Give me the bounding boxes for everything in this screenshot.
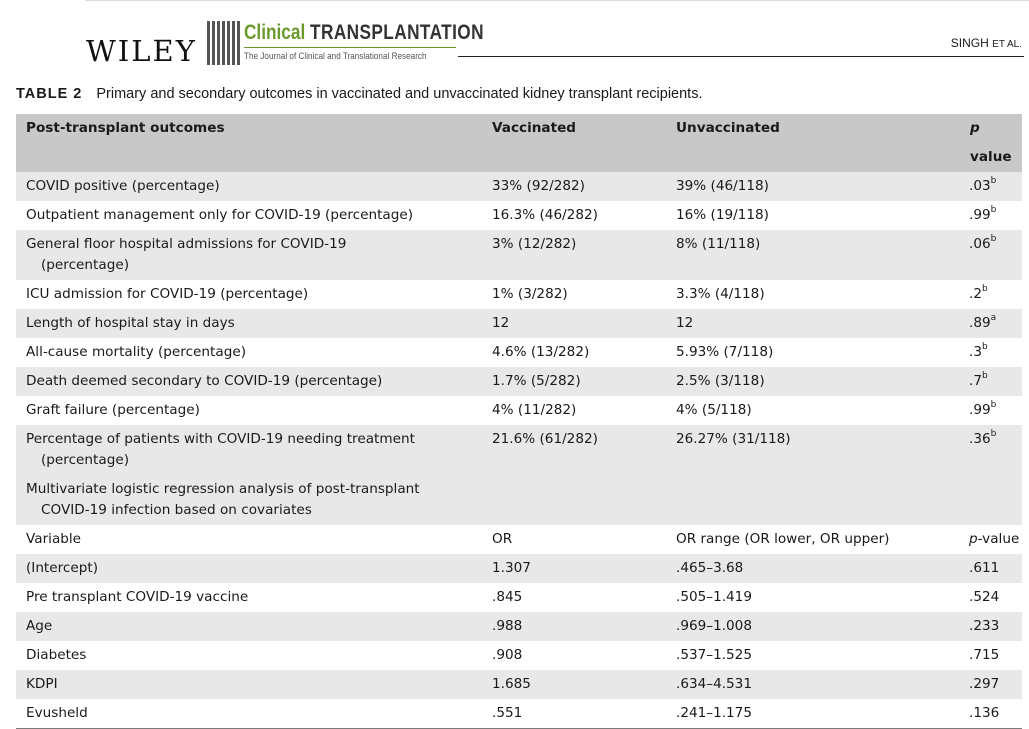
or-cell: .988 <box>492 612 676 641</box>
table-label: TABLE 2 <box>16 86 83 102</box>
pvalue-cell <box>968 280 1022 309</box>
outcome-cell <box>16 396 492 425</box>
or-range-cell: .241–1.175 <box>676 699 968 729</box>
outcome-cell <box>16 230 492 280</box>
footnote-marker: b <box>990 234 997 245</box>
variable-cell: Pre transplant COVID-19 vaccine <box>26 589 249 605</box>
table-row <box>16 201 1022 230</box>
publisher-logo: WILEY <box>86 34 197 68</box>
outcome-cell <box>16 201 492 230</box>
footnote-marker: b <box>990 176 997 187</box>
p-italic: p <box>969 531 978 547</box>
journal-title-part2: TRANSPLANTATION <box>310 21 484 44</box>
or-range-cell: .537–1.525 <box>676 647 752 663</box>
unvaccinated-cell: 39% (46/118) <box>676 172 968 201</box>
unvaccinated-cell: 5.93% (7/118) <box>676 344 774 360</box>
table-caption-text: Primary and secondary outcomes in vaccinated and unvaccinated kidney transplant recipients. <box>96 86 703 102</box>
outcome-label: Percentage of patients with COVID-19 needing treatment <box>26 431 415 447</box>
variable-cell: Diabetes <box>26 647 87 663</box>
table-row <box>16 425 1022 475</box>
variable-cell: (Intercept) <box>16 554 492 583</box>
section-heading <box>16 475 492 525</box>
pvalue: .06 <box>969 236 991 252</box>
pvalue: .99 <box>969 207 991 223</box>
pvalue-cell <box>968 367 1022 396</box>
or-cell: 1.685 <box>492 670 676 699</box>
pvalue-cell <box>968 309 1022 338</box>
outcome-label: All-cause mortality (percentage) <box>26 344 246 360</box>
pvalue-cell <box>968 201 1022 230</box>
page-header <box>0 0 1029 80</box>
p-suffix: value <box>970 149 1012 165</box>
pvalue-cell: .297 <box>968 670 1022 699</box>
or-range-cell: .505–1.419 <box>676 589 752 605</box>
author-main: SINGH <box>950 36 989 50</box>
footnote-marker: b <box>990 400 997 411</box>
pvalue-cell: .715 <box>969 647 1000 663</box>
table-row <box>16 670 1022 699</box>
pvalue: .3 <box>969 344 982 360</box>
or-cell: 1.307 <box>492 554 676 583</box>
outcome-label: Length of hospital stay in days <box>26 315 235 331</box>
pvalue: .89 <box>969 315 991 331</box>
vaccinated-cell: 4.6% (13/282) <box>492 344 590 360</box>
vaccinated-cell: 4% (11/282) <box>492 402 577 418</box>
outcome-label: Outpatient management only for COVID-19 (percentage) <box>26 207 414 223</box>
or-cell: .551 <box>492 699 676 729</box>
journal-title-rule <box>244 47 456 48</box>
outcomes-table <box>16 114 1022 729</box>
regression-rows <box>16 554 1022 729</box>
unvaccinated-cell: 2.5% (3/118) <box>676 367 968 396</box>
variable-cell: Age <box>16 612 492 641</box>
vaccinated-cell: 21.6% (61/282) <box>492 425 676 475</box>
unvaccinated-cell: 16% (19/118) <box>676 207 769 223</box>
or-range-cell: .634–4.531 <box>676 670 968 699</box>
table-row <box>16 172 1022 201</box>
outcome-cell <box>16 309 492 338</box>
table-row <box>16 309 1022 338</box>
outcome-label-cont: (percentage) <box>41 257 129 273</box>
vaccinated-cell: 33% (92/282) <box>492 172 676 201</box>
p-suffix: -value <box>977 531 1020 547</box>
or-cell: .845 <box>492 589 523 605</box>
table-row <box>16 641 1022 670</box>
unvaccinated-cell: 12 <box>676 309 968 338</box>
regression-header-row <box>16 525 1022 554</box>
table-caption <box>16 86 702 102</box>
outcome-cell <box>16 280 492 309</box>
section-heading-line1: Multivariate logistic regression analysis of post-transplant <box>26 481 420 497</box>
p-italic: p <box>970 120 980 136</box>
or-range-cell: .465–3.68 <box>676 554 968 583</box>
footnote-marker: b <box>990 205 997 216</box>
vaccinated-cell: 16.3% (46/282) <box>492 207 598 223</box>
footnote-marker: b <box>990 429 997 440</box>
footnote-marker: b <box>981 371 988 382</box>
regression-header-range: OR range (OR lower, OR upper) <box>676 531 890 547</box>
pvalue-cell <box>968 172 1022 201</box>
table-row <box>16 396 1022 425</box>
column-header-vaccinated: Vaccinated <box>492 114 676 172</box>
regression-header-or: OR <box>492 531 513 547</box>
outcome-cell <box>16 367 492 396</box>
pvalue-cell: .524 <box>969 589 1000 605</box>
pvalue-cell: .136 <box>968 699 1022 729</box>
table-row <box>16 554 1022 583</box>
pvalue: .2 <box>969 286 982 302</box>
pvalue-cell <box>968 230 1022 280</box>
column-header-pvalue <box>968 114 1022 172</box>
outcome-cell <box>16 172 492 201</box>
pvalue: .03 <box>969 178 991 194</box>
or-cell: .908 <box>492 647 523 663</box>
regression-section <box>16 475 1022 554</box>
unvaccinated-cell: 8% (11/118) <box>676 230 968 280</box>
outcome-label: ICU admission for COVID-19 (percentage) <box>26 286 309 302</box>
pvalue-cell <box>968 425 1022 475</box>
table-row <box>16 612 1022 641</box>
pvalue: .99 <box>969 402 991 418</box>
pvalue-cell: .233 <box>968 612 1022 641</box>
vaccinated-cell: 1.7% (5/282) <box>492 367 676 396</box>
vaccinated-cell: 1% (3/282) <box>492 286 568 302</box>
unvaccinated-cell: 26.27% (31/118) <box>676 425 968 475</box>
footnote-marker: a <box>990 313 997 324</box>
unvaccinated-cell: 4% (5/118) <box>676 402 752 418</box>
or-range-cell: .969–1.008 <box>676 612 968 641</box>
header-divider <box>458 56 1024 57</box>
outcome-cell <box>16 425 492 475</box>
column-header-unvaccinated: Unvaccinated <box>676 114 968 172</box>
pvalue: .7 <box>969 373 982 389</box>
vaccinated-cell: 12 <box>492 309 676 338</box>
outcome-label-cont: (percentage) <box>41 452 129 468</box>
journal-title-part1: Clinical <box>244 21 306 44</box>
regression-header-variable: Variable <box>26 531 82 547</box>
journal-subtitle: The Journal of Clinical and Translational Research <box>244 51 427 62</box>
vaccinated-cell: 3% (12/282) <box>492 230 676 280</box>
variable-cell: Evusheld <box>16 699 492 729</box>
regression-header-pvalue <box>968 525 1022 554</box>
table-row <box>16 583 1022 612</box>
table-header-row <box>16 114 1022 172</box>
outcome-label: COVID positive (percentage) <box>26 178 220 194</box>
pvalue: .36 <box>969 431 991 447</box>
table-row <box>16 338 1022 367</box>
table-row <box>16 230 1022 280</box>
table-row <box>16 699 1022 729</box>
pvalue-cell <box>968 338 1022 367</box>
section-heading-line2: COVID-19 infection based on covariates <box>41 502 312 518</box>
column-header-outcome: Post-transplant outcomes <box>16 114 492 172</box>
table-row <box>16 367 1022 396</box>
variable-cell: KDPI <box>16 670 492 699</box>
section-heading-row <box>16 475 1022 525</box>
outcome-label: General floor hospital admissions for COVID-19 <box>26 236 347 252</box>
author-suffix: ET AL. <box>992 39 1022 50</box>
running-head-author <box>951 36 1022 50</box>
table-row <box>16 280 1022 309</box>
outcome-label: Graft failure (percentage) <box>26 402 200 418</box>
journal-title <box>244 21 484 45</box>
footnote-marker: b <box>981 284 988 295</box>
outcome-label: Death deemed secondary to COVID-19 (percentage) <box>26 373 383 389</box>
journal-logo-icon <box>206 20 242 66</box>
outcome-cell <box>16 338 492 367</box>
pvalue-cell: .611 <box>968 554 1022 583</box>
footnote-marker: b <box>981 342 988 353</box>
unvaccinated-cell: 3.3% (4/118) <box>676 286 765 302</box>
pvalue-cell <box>968 396 1022 425</box>
outcome-rows <box>16 172 1022 475</box>
